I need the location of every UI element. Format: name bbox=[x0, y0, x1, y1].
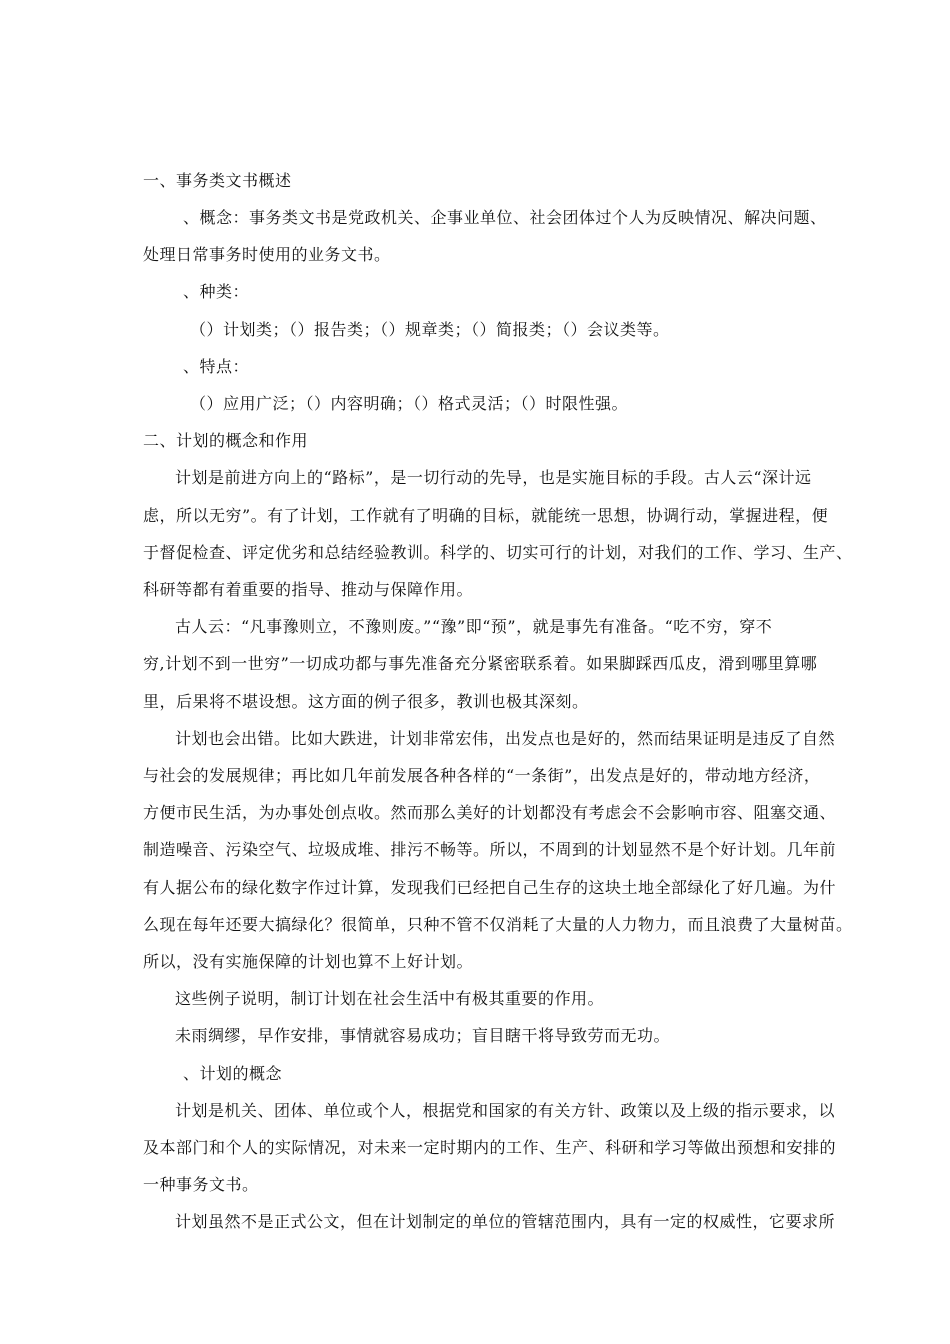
paragraph-line: （）计划类；（）报告类；（）规章类；（）简报类；（）会议类等。 bbox=[190, 320, 670, 339]
paragraph-line: 一种事务文书。 bbox=[143, 1175, 259, 1194]
paragraph-line: （）应用广泛；（）内容明确；（）格式灵活；（）时限性强。 bbox=[190, 394, 629, 413]
paragraph-line: 穷,计划不到一世穷”一切成功都与事先准备充分紧密联系着。如果脚踩西瓜皮，滑到哪里算哪 bbox=[143, 654, 818, 673]
paragraph-line: 、种类： bbox=[183, 282, 250, 301]
paragraph-line: 有人据公布的绿化数字作过计算，发现我们已经把自己生存的这块土地全部绿化了好几遍。为什 bbox=[143, 878, 837, 897]
paragraph-line: 、特点： bbox=[183, 357, 250, 376]
paragraph-line: 计划也会出错。比如大跌进，计划非常宏伟，出发点也是好的，然而结果证明是违反了自然 bbox=[175, 729, 836, 748]
paragraph-line: 虑，所以无穷”。有了计划，工作就有了明确的目标，就能统一思想，协调行动，掌握进程，便 bbox=[143, 506, 829, 525]
paragraph-line: 所以，没有实施保障的计划也算不上好计划。 bbox=[143, 952, 474, 971]
paragraph-line: 制造噪音、污染空气、垃圾成堆、排污不畅等。所以，不周到的计划显然不是个好计划。几年前 bbox=[143, 840, 837, 859]
paragraph-line: 处理日常事务时使用的业务文书。 bbox=[143, 245, 391, 264]
paragraph-line: 古人云：“凡事豫则立，不豫则废。”“豫”即“预”，就是事先有准备。“吃不穷，穿不 bbox=[175, 617, 773, 636]
paragraph-line: 计划是前进方向上的“路标”，是一切行动的先导，也是实施目标的手段。古人云“深计远 bbox=[175, 468, 812, 487]
paragraph-line: 方便市民生活，为办事处创点收。然而那么美好的计划都没有考虑会不会影响市容、阻塞交通、 bbox=[143, 803, 837, 822]
paragraph-line: 、概念：事务类文书是党政机关、企事业单位、社会团体过个人为反映情况、解决问题、 bbox=[183, 208, 827, 227]
paragraph-line: 未雨绸缪，早作安排，事情就容易成功；盲目瞎干将导致劳而无功。 bbox=[175, 1026, 671, 1045]
paragraph-line: 科研等都有着重要的指导、推动与保障作用。 bbox=[143, 580, 474, 599]
paragraph-line: 与社会的发展规律；再比如几年前发展各种各样的“一条街”，出发点是好的，带动地方经济， bbox=[143, 766, 821, 785]
paragraph-line: 计划是机关、团体、单位或个人，根据党和国家的有关方针、政策以及上级的指示要求，以 bbox=[175, 1101, 836, 1120]
paragraph-line: 计划虽然不是正式公文，但在计划制定的单位的管辖范围内，具有一定的权威性，它要求所 bbox=[175, 1212, 836, 1231]
section-heading-2: 二、计划的概念和作用 bbox=[143, 431, 309, 450]
section-heading-1: 一、事务类文书概述 bbox=[143, 171, 292, 190]
paragraph-line: 么现在每年还要大搞绿化？很简单，只种不管不仅消耗了大量的人力物力，而且浪费了大量树苗。 bbox=[143, 915, 853, 934]
paragraph-line: 里，后果将不堪设想。这方面的例子很多，教训也极其深刻。 bbox=[143, 692, 589, 711]
paragraph-line: 这些例子说明，制订计划在社会生活中有极其重要的作用。 bbox=[175, 989, 605, 1008]
subsection-heading: 、计划的概念 bbox=[183, 1064, 283, 1083]
paragraph-line: 及本部门和个人的实际情况，对未来一定时期内的工作、生产、科研和学习等做出预想和安排的 bbox=[143, 1138, 837, 1157]
paragraph-line: 于督促检查、评定优劣和总结经验教训。科学的、切实可行的计划，对我们的工作、学习、生产、 bbox=[143, 543, 853, 562]
